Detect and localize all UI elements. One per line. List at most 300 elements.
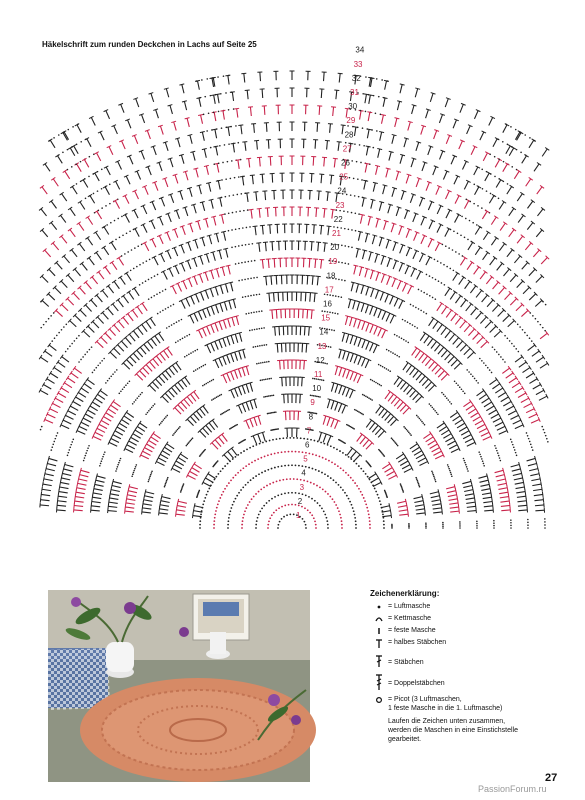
stitch-mark (450, 507, 459, 508)
chain-stitch (270, 395, 272, 397)
chain-stitch (288, 504, 290, 506)
chain-stitch (498, 158, 500, 160)
chain-stitch (109, 203, 111, 205)
stitch-mark (134, 288, 139, 296)
stitch-mark (101, 420, 109, 424)
chain-stitch (118, 462, 120, 464)
stitch-mark (160, 353, 165, 360)
chain-stitch (119, 460, 121, 462)
stitch-top (183, 171, 188, 172)
stitch-top (234, 316, 239, 317)
stitch-mark (466, 304, 472, 311)
chain-stitch (395, 442, 397, 444)
crochet-chart (0, 45, 585, 580)
stitch-top (490, 490, 491, 495)
stitch-mark (45, 164, 50, 171)
chain-stitch (166, 480, 168, 482)
stitch-mark (307, 275, 308, 284)
stitch-top (423, 332, 427, 335)
stitch-mark (529, 379, 537, 384)
stitch-top (367, 112, 372, 113)
chain-stitch (470, 373, 472, 375)
chain-stitch (510, 439, 512, 441)
chain-stitch (463, 458, 465, 460)
chain-stitch (172, 434, 174, 436)
stitch-mark (211, 200, 213, 209)
round-number: 34 (355, 45, 365, 55)
chain-stitch (271, 514, 273, 516)
chain-stitch (247, 209, 249, 211)
stitch-mark (175, 266, 179, 274)
chain-stitch (131, 249, 133, 251)
stitch-mark (339, 367, 342, 376)
stitch-top (61, 475, 62, 480)
stitch-mark (186, 298, 190, 306)
chain-stitch (259, 510, 261, 512)
chain-stitch (316, 413, 318, 415)
stitch-mark (259, 209, 260, 218)
stitch-mark (368, 112, 370, 121)
chain-stitch (288, 464, 290, 466)
stitch-mark (421, 236, 425, 244)
round-number: 33 (353, 59, 363, 69)
chain-stitch (367, 476, 369, 478)
stitch-mark (420, 462, 428, 466)
stitch-mark (365, 305, 368, 314)
chain-stitch (432, 474, 434, 476)
stitch-mark (87, 238, 92, 245)
chain-stitch (336, 448, 338, 450)
stitch-mark (484, 402, 492, 407)
chain-stitch (301, 465, 303, 467)
chain-stitch (199, 97, 201, 99)
stitch-mark (156, 110, 159, 119)
stitch-mark (136, 99, 139, 107)
chain-stitch (227, 410, 229, 412)
stitch-mark (119, 258, 124, 266)
chain-stitch (313, 517, 315, 519)
chain-stitch (116, 468, 118, 470)
round-number: 12 (315, 355, 325, 365)
chain-stitch (187, 444, 189, 446)
stitch-mark (70, 321, 77, 327)
stitch-mark (387, 258, 390, 266)
chain-stitch (114, 371, 116, 373)
chain-stitch (511, 166, 513, 168)
stitch-mark (79, 479, 88, 481)
chain-stitch (481, 458, 483, 460)
stitch-mark (443, 434, 451, 439)
chain-stitch (332, 295, 334, 297)
chain-stitch (345, 454, 347, 456)
stitch-mark (165, 178, 168, 186)
stitch-top (74, 499, 75, 504)
chain-stitch (84, 178, 86, 180)
stitch-top (225, 318, 230, 319)
stitch-top (519, 462, 520, 467)
stitch-mark (96, 252, 101, 259)
chain-stitch (276, 480, 278, 482)
stitch-mark (181, 263, 184, 271)
stitch-mark (137, 171, 141, 179)
chain-stitch (174, 432, 176, 434)
chain-stitch (316, 396, 318, 398)
stitch-mark (74, 368, 81, 373)
chain-stitch (213, 520, 215, 522)
stitch-top (456, 410, 459, 414)
stitch-mark (465, 438, 473, 442)
stitch-mark (178, 382, 184, 389)
stitch-top (383, 185, 388, 186)
chain-stitch (65, 351, 67, 353)
stitch-mark (231, 353, 234, 361)
legend-title: Zeichenerklärung: (370, 589, 440, 598)
stitch-mark (534, 164, 539, 171)
chain-stitch (376, 78, 378, 80)
chain-stitch (375, 382, 377, 384)
chain-stitch (507, 183, 509, 185)
stitch-mark (68, 411, 76, 415)
stitch-top (260, 259, 265, 260)
stitch-mark (112, 262, 117, 269)
stitch-top (62, 471, 63, 476)
stitch-mark (481, 432, 489, 436)
chain-stitch (460, 234, 462, 236)
treble-crochet-icon (370, 673, 388, 691)
chain-stitch (260, 457, 262, 459)
chain-stitch (543, 429, 545, 431)
stitch-top (362, 250, 367, 251)
chain-stitch (351, 247, 353, 249)
stitch-mark (335, 384, 338, 393)
chain-stitch (369, 520, 371, 522)
chain-stitch (500, 356, 502, 358)
chain-stitch (352, 126, 354, 128)
stitch-mark (467, 352, 473, 358)
stitch-mark (536, 357, 543, 362)
stitch-mark (232, 92, 233, 101)
chain-stitch (103, 358, 105, 360)
chain-stitch (238, 176, 240, 178)
chain-stitch (259, 293, 261, 295)
stitch-mark (433, 508, 442, 509)
stitch-mark (125, 338, 131, 345)
stitch-mark (415, 351, 420, 358)
stitch-top (95, 478, 96, 483)
chain-stitch (244, 510, 246, 512)
stitch-mark (415, 505, 424, 507)
chain-stitch (425, 526, 427, 528)
chain-stitch (459, 527, 461, 529)
stitch-top (77, 481, 78, 486)
chain-stitch (364, 395, 366, 397)
stitch-top (94, 251, 98, 254)
stitch-top (509, 499, 510, 504)
stitch-mark (466, 502, 475, 503)
chain-stitch (327, 493, 329, 495)
stitch-mark (40, 390, 48, 394)
chain-stitch (392, 439, 394, 441)
stitch-mark (147, 444, 155, 449)
chain-stitch (153, 295, 155, 297)
stitch-mark (445, 331, 451, 338)
stitch-mark (465, 494, 474, 496)
chain-stitch (365, 396, 367, 398)
stitch-mark (64, 469, 73, 471)
stitch-mark (361, 285, 364, 294)
chain-stitch (110, 376, 112, 378)
stitch-mark (371, 289, 374, 298)
stitch-mark (197, 411, 203, 418)
stitch-mark (196, 169, 198, 178)
stitch-mark (426, 257, 430, 265)
stitch-top (392, 187, 397, 188)
stitch-mark (380, 132, 382, 141)
stitch-top (220, 267, 225, 268)
chain-stitch (279, 438, 281, 440)
chain-stitch (43, 324, 45, 326)
chain-stitch (517, 324, 519, 326)
stitch-mark (467, 506, 476, 507)
chain-stitch (344, 245, 346, 247)
stitch-mark (118, 345, 124, 352)
chain-stitch (221, 179, 223, 181)
stitch-mark (231, 372, 234, 380)
stitch-mark (250, 383, 252, 392)
stitch-mark (88, 217, 93, 225)
stitch-mark (418, 458, 426, 462)
stitch-mark (433, 451, 441, 455)
chain-stitch (100, 463, 102, 465)
stitch-top (333, 158, 338, 159)
stitch-mark (476, 290, 482, 297)
stitch-mark (176, 210, 179, 218)
chain-stitch (302, 493, 304, 495)
chain-stitch (295, 504, 297, 506)
chain-stitch (544, 521, 546, 523)
chain-stitch (145, 280, 147, 282)
stitch-mark (426, 437, 434, 442)
stitch-top (520, 192, 524, 195)
stitch-mark (81, 388, 88, 393)
stitch-mark (521, 310, 528, 316)
stitch-mark (483, 153, 487, 161)
stitch-top (365, 268, 370, 269)
chain-stitch (89, 195, 91, 197)
chain-stitch (334, 463, 336, 465)
stitch-mark (196, 294, 199, 302)
stitch-top (357, 301, 362, 302)
chain-stitch (218, 163, 220, 165)
stitch-top (203, 218, 208, 219)
chain-stitch (305, 452, 307, 454)
chain-stitch (67, 149, 69, 151)
chain-stitch (334, 313, 336, 315)
stitch-mark (426, 110, 429, 119)
chain-stitch (68, 449, 70, 451)
stitch-mark (503, 269, 509, 276)
stitch-mark (152, 239, 156, 247)
stitch-mark (365, 269, 368, 278)
stitch-top (540, 476, 541, 481)
stitch-top (192, 390, 196, 393)
chain-stitch (203, 365, 205, 367)
stitch-mark (174, 465, 182, 469)
stitch-top (75, 494, 76, 499)
chain-stitch (277, 527, 279, 529)
chain-stitch (396, 335, 398, 337)
chain-stitch (461, 216, 463, 218)
stitch-mark (231, 283, 233, 292)
stitch-mark (346, 388, 349, 396)
chain-stitch (245, 313, 247, 315)
stitch-mark (143, 206, 147, 214)
chain-stitch (465, 464, 467, 466)
stitch-mark (83, 180, 88, 188)
stitch-mark (540, 333, 547, 338)
stitch-mark (245, 142, 246, 151)
stitch-top (260, 432, 265, 433)
chain-stitch (337, 227, 339, 229)
stitch-mark (314, 225, 315, 234)
stitch-mark (205, 272, 208, 281)
stitch-mark (129, 487, 138, 489)
stitch-mark (202, 202, 204, 211)
stitch-mark (215, 440, 221, 447)
stitch-mark (233, 299, 235, 308)
stitch-mark (455, 196, 459, 204)
chain-stitch (193, 370, 195, 372)
chain-stitch (237, 142, 239, 144)
chain-stitch (343, 210, 345, 212)
chain-stitch (510, 519, 512, 521)
chain-stitch (154, 275, 156, 277)
chain-stitch (354, 517, 356, 519)
stitch-mark (316, 208, 317, 217)
chain-stitch (458, 214, 460, 216)
stitch-mark (80, 310, 86, 316)
chain-stitch (135, 466, 137, 468)
chain-stitch (192, 437, 194, 439)
chain-stitch (467, 470, 469, 472)
stitch-mark (102, 312, 108, 319)
chain-stitch (56, 435, 58, 437)
chain-stitch (165, 416, 167, 418)
stitch-top (244, 366, 249, 367)
stitch-mark (183, 281, 187, 289)
chain-stitch (204, 96, 206, 98)
stitch-mark (483, 232, 488, 239)
stitch-mark (203, 328, 207, 336)
chain-stitch (418, 308, 420, 310)
stitch-top (379, 201, 384, 202)
stitch-mark (224, 232, 226, 241)
stitch-top (345, 316, 350, 317)
stitch-mark (232, 317, 234, 326)
stitch-mark (531, 479, 540, 481)
stitch-top (152, 431, 155, 435)
chain-stitch (341, 520, 343, 522)
chain-stitch (231, 229, 233, 231)
stitch-mark (235, 334, 238, 343)
chain-stitch (286, 478, 288, 480)
stitch-mark (480, 484, 489, 486)
chain-stitch (162, 310, 164, 312)
stitch-mark (370, 306, 373, 314)
stitch-mark (332, 210, 333, 219)
stitch-mark (215, 360, 219, 368)
chain-stitch (544, 524, 546, 526)
stitch-mark (93, 436, 101, 440)
stitch-top (112, 399, 115, 403)
stitch-mark (126, 412, 133, 417)
chain-stitch (238, 245, 240, 247)
stitch-mark (351, 283, 353, 292)
stitch-mark (508, 411, 516, 415)
chain-stitch (94, 212, 96, 214)
stitch-mark (319, 106, 320, 115)
chain-stitch (418, 483, 420, 485)
stitch-mark (162, 497, 171, 499)
chain-stitch (245, 465, 247, 467)
stitch-top (365, 233, 370, 234)
chain-stitch (463, 460, 465, 462)
chain-stitch (375, 491, 377, 493)
stitch-mark (382, 330, 386, 338)
stitch-mark (254, 417, 257, 426)
stitch-mark (501, 505, 510, 506)
chain-stitch (355, 527, 357, 529)
stitch-mark (206, 425, 212, 432)
chain-stitch (328, 346, 330, 348)
chain-stitch (112, 373, 114, 375)
stitch-mark (194, 205, 197, 214)
stitch-mark (302, 343, 303, 352)
stitch-mark (422, 379, 428, 386)
chain-stitch (481, 360, 483, 362)
chain-stitch (88, 445, 90, 447)
stitch-top (490, 486, 491, 491)
chain-stitch (446, 266, 448, 268)
chain-stitch (228, 143, 230, 145)
stitch-mark (44, 479, 53, 481)
chain-stitch (269, 440, 271, 442)
stitch-mark (519, 362, 526, 367)
chain-stitch (230, 507, 232, 509)
chain-stitch (245, 244, 247, 246)
chain-stitch (426, 274, 428, 276)
chain-stitch (325, 491, 327, 493)
chain-stitch (398, 336, 400, 338)
stitch-mark (402, 283, 406, 291)
stitch-mark (361, 303, 364, 312)
stitch-mark (354, 319, 357, 328)
chain-stitch (317, 502, 319, 504)
chain-stitch (68, 452, 70, 454)
stitch-mark (414, 497, 423, 499)
chain-stitch (502, 141, 504, 143)
stitch-top (526, 498, 527, 503)
stitch-mark (350, 372, 353, 380)
stitch-mark (199, 330, 203, 338)
chain-stitch (442, 527, 444, 529)
stitch-top (469, 399, 472, 403)
stitch-mark (75, 497, 84, 498)
stitch-mark (193, 152, 195, 161)
stitch-mark (219, 250, 221, 259)
chain-stitch (450, 474, 452, 476)
stitch-mark (511, 415, 519, 419)
